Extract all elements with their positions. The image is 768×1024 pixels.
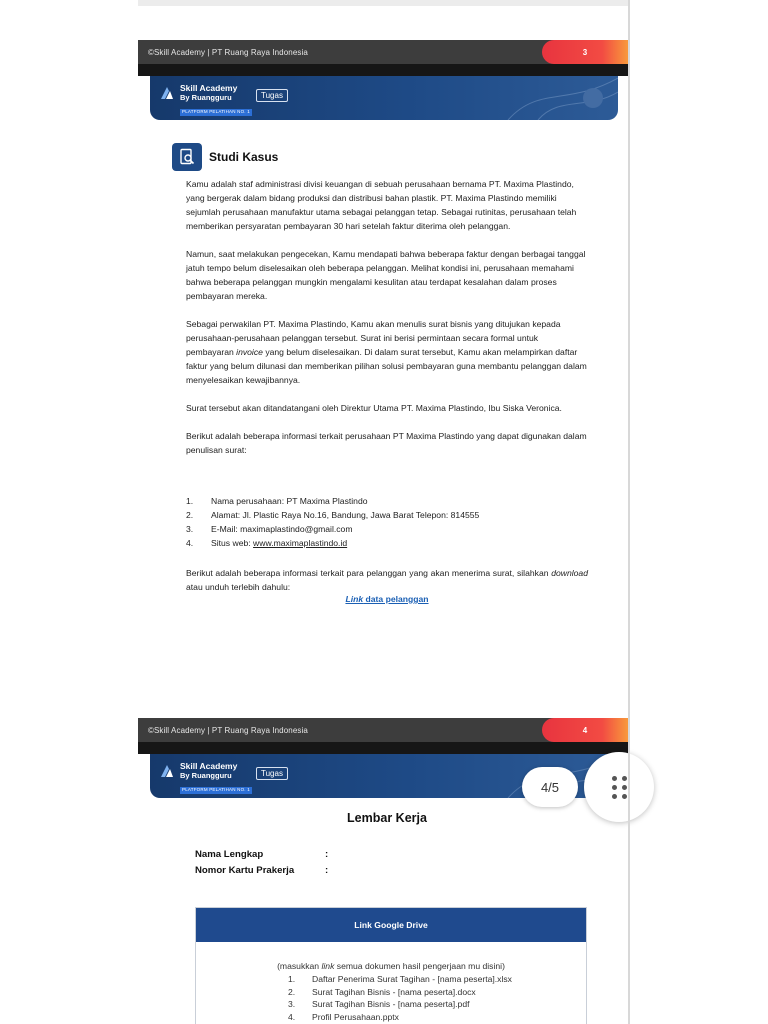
field-nomor-kartu [195,865,328,876]
brand-sub: By Ruangguru [180,92,232,102]
note-text-a: (masukkan [277,961,320,971]
paragraph-task [186,317,588,387]
skill-academy-logo [160,762,252,795]
paragraph-info-intro: Berikut adalah beberapa informasi terkait perusahaan PT Maxima Plastindo yang dapat digunakan dalam penulisan surat: [186,431,587,455]
task-text-a: Sebagai perwakilan PT. Maxima Plastindo, Kamu akan menulis surat bisnis yang ditujukan kepada perusahaan-perusahaan pelanggan tersebut. Surat ini berisi permintaan secara formal untuk pembayaran [186,319,561,357]
page-number: 3 [582,47,588,57]
note-text-link: link [321,961,335,971]
list-item [186,536,588,550]
banner-decoration [498,76,618,120]
list-text: E-Mail: maximaplastindo@gmail.com [211,524,353,534]
drag-handle-icon [612,776,628,800]
closing-text-a: Berikut adalah beberapa informasi terkait para pelanggan yang akan menerima surat, silahkan [186,568,549,578]
list-text: Surat Tagihan Bisnis - [nama peserta].pdf [312,999,470,1010]
list-item [186,494,588,508]
page-3-footer [138,40,628,64]
deliverable-list [288,973,586,1023]
company-info-list [186,494,588,550]
tugas-tag: Tugas [256,767,288,780]
section-studi-kasus [172,143,278,171]
brand-name: Skill Academy [180,83,238,93]
data-pelanggan-link[interactable] [186,594,588,604]
list-number: 4. [186,538,194,548]
skill-academy-logo-icon [160,764,174,778]
list-text: Nama perusahaan: PT Maxima Plastindo [211,496,368,506]
footer-divider [138,742,628,754]
paragraph-signature: Surat tersebut akan ditandatangani oleh Direktur Utama PT. Maxima Plastindo, Ibu Siska Veronica. [186,403,562,413]
list-item [288,1011,586,1023]
field-nama-lengkap [195,849,328,860]
list-number: 4. [288,1011,296,1022]
list-item [186,522,588,536]
field-separator: : [325,849,329,860]
note-text-b: semua dokumen hasil pengerjaan mu disini) [336,961,505,971]
list-item [288,986,586,998]
list-number: 1. [186,496,194,506]
page-4-footer [138,718,628,742]
drive-table-header: Link Google Drive [196,908,586,942]
link-rest: data pelanggan [363,594,429,604]
drive-table-body [196,942,586,1023]
page-number-badge [542,40,628,64]
footer-copyright: ©Skill Academy | PT Ruang Raya Indonesia [148,725,308,735]
list-text: Profil Perusahaan.pptx [312,1011,399,1022]
skill-academy-logo-icon [160,86,174,100]
list-number: 3. [186,524,194,534]
document-right-edge [628,0,630,1024]
brand-sub: By Ruangguru [180,770,232,780]
page-menu-button[interactable] [584,752,654,822]
section-title: Studi Kasus [209,150,279,164]
page-2-bottom-edge [138,0,628,6]
task-text-b: yang belum diselesaikan. Di dalam surat tersebut, Kamu akan melampirkan daftar faktur yang belum dilunasi dan memberikan pilihan solusi pembayaran guna membantu pelanggan dalam menyelesaikan kewajibannya. [186,347,587,385]
list-number: 1. [288,974,296,985]
website-link[interactable]: www.maximaplastindo.id [253,538,348,548]
list-item [288,973,586,985]
list-text: Daftar Penerima Surat Tagihan - [nama peserta].xlsx [312,974,512,985]
page-number-badge [542,718,628,742]
task-text-invoice: invoice [236,347,263,357]
tugas-tag: Tugas [256,89,288,102]
google-drive-table [195,907,587,1024]
case-paragraphs [186,177,588,457]
list-text: Alamat: Jl. Plastic Raya No.16, Bandung, Jawa Barat Telepon: 814555 [211,510,480,520]
closing-text-b: atau unduh terlebih dahulu: [186,582,291,592]
paragraph-problem: Namun, saat melakukan pengecekan, Kamu mendapati bahwa beberapa faktur dengan berbagai tanggal jatuh tempo belum diselesaikan oleh beberapa pelanggan. Melihat kondisi ini, perusahaan memahami bahwa beberapa pelanggan mungkin mengalami kesulitan atau terdapat kesalahan dalam proses pembayaran mereka. [186,249,586,301]
document-search-icon [172,143,202,171]
list-number: 2. [186,510,194,520]
brand-tag: PLATFORM PELATIHAN NO. 1 [182,109,250,114]
closing-text-download: download [551,568,588,578]
field-separator: : [325,865,329,876]
worksheet-title: Lembar Kerja [347,811,427,825]
field-label: Nama Lengkap [195,849,264,860]
list-item [288,998,586,1010]
page-number: 4 [582,725,588,735]
brand-tag: PLATFORM PELATIHAN NO. 1 [182,787,250,792]
brand-name: Skill Academy [180,761,238,771]
list-text: Surat Tagihan Bisnis - [nama peserta].docx [312,986,476,997]
skill-academy-logo [160,84,252,117]
paragraph-closing [186,566,588,594]
page-indicator[interactable]: 4/5 [522,767,578,807]
page-header-banner [150,76,618,120]
link-italic: Link [345,594,364,604]
field-label: Nomor Kartu Prakerja [195,865,295,876]
list-text: Situs web: [211,538,254,548]
list-number: 3. [288,999,296,1010]
list-item [186,508,588,522]
drive-note [196,960,586,972]
paragraph-intro: Kamu adalah staf administrasi divisi keuangan di sebuah perusahaan bernama PT. Maxima Plastindo, yang bergerak dalam bidang produksi dan distribusi bahan plastik. PT. Maxima Plastindo memiliki sejumlah perusahaan manufaktur utama sebagai pelanggan tetap. Sebagai rutinitas, perusahaan telah memberikan persyaratan pembayaran 30 hari setelah faktur diterima oleh pelanggan. [186,179,577,231]
footer-divider [138,64,628,76]
list-number: 2. [288,986,296,997]
footer-copyright: ©Skill Academy | PT Ruang Raya Indonesia [148,47,308,57]
